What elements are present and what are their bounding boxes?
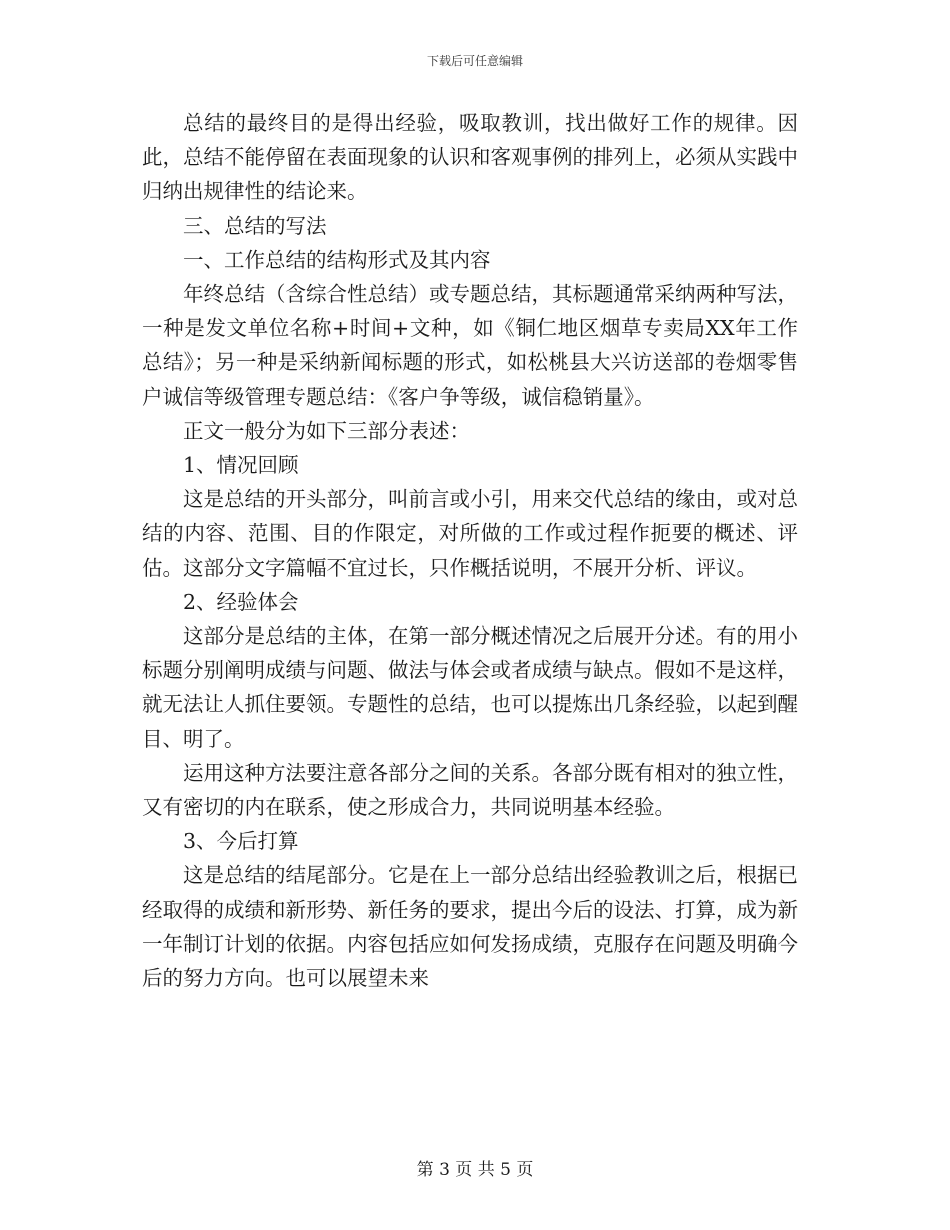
item-heading: 3、今后打算 <box>183 829 299 854</box>
paragraph: 正文一般分为如下三部分表述： <box>183 418 470 443</box>
item-heading: 1、情况回顾 <box>183 453 299 478</box>
paragraph: 这部分是总结的主体，在第一部分概述情况之后展开分述。有的用小标题分别阐明成绩与问题、做法与体会或者成绩与缺点。假如不是这样，就无法让人抓住要领。专题性的总结，也可以提炼出几条经验，以起到醒目、明了。 <box>142 624 798 751</box>
page-number: 第 3 页 共 5 页 <box>416 1160 534 1180</box>
paragraph: 这是总结的开头部分，叫前言或小引，用来交代总结的缘由，或对总结的内容、范围、目的作限定，对所做的工作或过程作扼要的概述、评估。这部分文字篇幅不宜过长，只作概括说明，不展开分析、评议。 <box>142 487 798 580</box>
paragraph: 运用这种方法要注意各部分之间的关系。各部分既有相对的独立性，又有密切的内在联系，使之形成合力，共同说明基本经验。 <box>142 760 798 820</box>
subsection-heading: 一、工作总结的结构形式及其内容 <box>183 247 491 272</box>
section-heading: 三、总结的写法 <box>183 213 327 238</box>
item-heading: 2、经验体会 <box>183 589 299 614</box>
page-header: 下载后可任意编辑 <box>426 54 523 68</box>
document-body <box>142 106 798 995</box>
paragraph: 总结的最终目的是得出经验，吸取教训，找出做好工作的规律。因此，总结不能停留在表面现象的认识和客观事例的排列上，必须从实践中归纳出规律性的结论来。 <box>142 111 798 204</box>
paragraph: 年终总结（含综合性总结）或专题总结，其标题通常采纳两种写法，一种是发文单位名称+时间+文种，如《铜仁地区烟草专卖局XX年工作总结》；另一种是采纳新闻标题的形式，如松桃县大兴访送部的卷烟零售户诚信等级管理专题总结：《客户争等级，诚信稳销量》。 <box>142 282 798 409</box>
paragraph: 这是总结的结尾部分。它是在上一部分总结出经验教训之后，根据已经取得的成绩和新形势、新任务的要求，提出今后的设法、打算，成为新一年制订计划的依据。内容包括应如何发扬成绩，克服存在问题及明确今后的努力方向。也可以展望未来 <box>142 863 798 991</box>
